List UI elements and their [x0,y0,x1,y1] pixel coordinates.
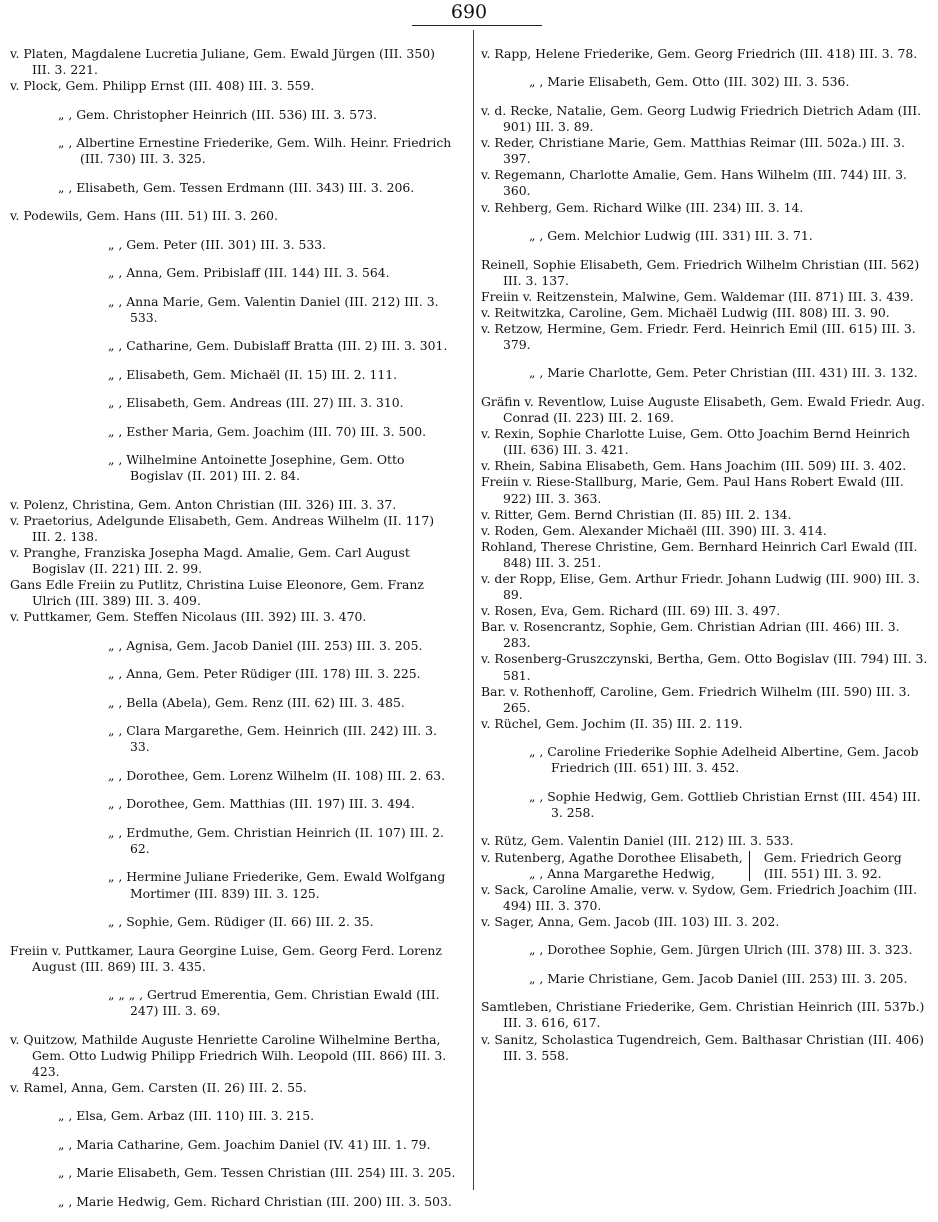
index-entry: „ , Hermine Juliane Friederike, Gem. Ewald Wolfgang Mortimer (III. 839) III. 3. 125. [108,869,446,901]
index-entry: v. Pranghe, Franziska Josepha Magd. Amalie, Gem. Carl August Bogislav (II. 221) III. 2. 99. [10,545,410,577]
index-entry: „ , Gem. Christopher Heinrich (III. 536) III. 3. 573. [58,106,377,122]
index-entry: Freiin v. Puttkamer, Laura Georgine Luise, Gem. Georg Ferd. Lorenz August (III. 869) III. 3. 435. [10,942,442,974]
index-entry: „ , Albertine Ernestine Friederike, Gem. Wilh. Heinr. Friedrich (III. 730) III. 3. 325. [58,135,452,167]
index-entry: „ , Clara Margarethe, Gem. Heinrich (III. 242) III. 3. 33. [108,723,437,755]
index-entry: „ , Dorothee, Gem. Lorenz Wilhelm (II. 108) III. 2. 63. [108,767,446,783]
index-entry: v. Rüchel, Gem. Jochim (II. 35) III. 2. 119. [481,715,743,731]
index-entry: Bar. v. Rosencrantz, Sophie, Gem. Christian Adrian (III. 466) III. 3. 283. [481,619,900,651]
index-entry: v. Rexin, Sophie Charlotte Luise, Gem. Otto Joachim Bernd Heinrich (III. 636) III. 3. 421. [481,426,910,458]
index-entry: „ , Elsa, Gem. Arbaz (III. 110) III. 3. 215. [58,1108,315,1124]
index-entry: Gans Edle Freiin zu Putlitz, Christina Luise Eleonore, Gem. Franz Ulrich (III. 389) III. 3. 409. [10,577,424,609]
page-number: 690 [450,1,488,23]
index-entry: v. Platen, Magdalene Lucretia Juliane, Gem. Ewald Jürgen (III. 350) III. 3. 221. [10,46,435,78]
index-entry: Samtleben, Christiane Friederike, Gem. Christian Heinrich (III. 537b.) III. 3. 616, 617. [481,999,925,1031]
index-entry: v. Rosenberg-Gruszczynski, Bertha, Gem. Otto Bogislav (III. 794) III. 3. 581. [481,651,928,683]
index-entry: v. Roden, Gem. Alexander Michaël (III. 390) III. 3. 414. [481,522,827,538]
index-entry: v. Rehberg, Gem. Richard Wilke (III. 234) III. 3. 14. [481,199,804,215]
left-column [10,46,456,1222]
index-entry: v. Plock, Gem. Philipp Ernst (III. 408) III. 3. 559. [10,78,315,94]
index-entry: „ , Anna, Gem. Peter Rüdiger (III. 178) III. 3. 225. [108,666,421,682]
rutenberg-brace-entry [481,850,928,882]
index-entry: Rohland, Therese Christine, Gem. Bernhard Heinrich Carl Ewald (III. 848) III. 3. 251. [481,538,918,570]
index-entry: v. der Ropp, Elise, Gem. Arthur Friedr. Johann Ludwig (III. 900) III. 3. 89. [481,570,920,603]
index-entry: v. Reitwitzka, Caroline, Gem. Michaël Ludwig (III. 808) III. 3. 90. [481,304,890,320]
index-entry: v. Sanitz, Scholastica Tugendreich, Gem. Balthasar Christian (III. 406) III. 3. 558. [481,1031,924,1063]
index-entry: „ „ „ , Gertrud Emerentia, Gem. Christian Ewald (III. 247) III. 3. 69. [108,987,440,1019]
index-entry: „ , Marie Hedwig, Gem. Richard Christian (III. 200) III. 3. 503. [58,1193,452,1209]
index-entry: Bar. v. Rothenhoff, Caroline, Gem. Friedrich Wilhelm (III. 590) III. 3. 265. [481,683,911,715]
index-entry: „ , Sophie, Gem. Rüdiger (II. 66) III. 2. 35. [108,914,374,930]
index-entry: „ , Anna, Gem. Pribislaff (III. 144) III. 3. 564. [108,265,390,281]
index-entry: „ , Agnisa, Gem. Jacob Daniel (III. 253) III. 3. 205. [108,637,423,653]
header-rule [412,25,542,26]
index-entry: v. Rhein, Sabina Elisabeth, Gem. Hans Joachim (III. 509) III. 3. 402. [481,458,907,474]
brace-mark [749,851,760,881]
index-entry: „ , Bella (Abela), Gem. Renz (III. 62) III. 3. 485. [108,694,405,710]
index-entry: „ , Marie Elisabeth, Gem. Otto (III. 302) III. 3. 536. [529,74,850,90]
index-entry: v. Podewils, Gem. Hans (III. 51) III. 3. 260. [10,208,278,224]
brace-name-1: v. Rutenberg, Agathe Dorothee Elisabeth, [481,849,743,865]
brace-shared-text: Gem. Friedrich Georg (III. 551) III. 3. 92. [763,849,902,881]
index-entry: „ , Dorothee Sophie, Gem. Jürgen Ulrich (III. 378) III. 3. 323. [529,942,913,958]
column-divider [473,30,474,1190]
index-entry: „ , Gem. Melchior Ludwig (III. 331) III. 3. 71. [529,228,813,244]
index-entry: v. Reder, Christiane Marie, Gem. Matthias Reimar (III. 502a.) III. 3. 397. [481,135,905,167]
index-entry: v. Sager, Anna, Gem. Jacob (III. 103) III. 3. 202. [481,913,780,929]
index-entry: „ , Anna Marie, Gem. Valentin Daniel (III. 212) III. 3. 533. [108,293,439,325]
index-entry: Freiin v. Riese-Stallburg, Marie, Gem. Paul Hans Robert Ewald (III. 922) III. 3. 363. [481,474,904,506]
index-entry: v. Praetorius, Adelgunde Elisabeth, Gem. Andreas Wilhelm (II. 117) III. 2. 138. [10,512,435,544]
index-entry: v. Regemann, Charlotte Amalie, Gem. Hans Wilhelm (III. 744) III. 3. 360. [481,167,907,199]
index-entry: v. Puttkamer, Gem. Steffen Nicolaus (III. 392) III. 3. 470. [10,609,367,625]
index-entry: v. Ritter, Gem. Bernd Christian (II. 85) III. 2. 134. [481,506,792,522]
index-entry: v. Sack, Caroline Amalie, verw. v. Sydow, Gem. Friedrich Joachim (III. 494) III. 3. 370. [481,881,918,913]
index-entry: v. Quitzow, Mathilde Auguste Henriette Caroline Wilhelmine Bertha, Gem. Otto Ludwig Philipp Friedrich Wilh. Leopold (III. 866) III. 3. 423. [10,1031,447,1079]
index-entry: v. d. Recke, Natalie, Gem. Georg Ludwig Friedrich Dietrich Adam (III. 901) III. 3. 89. [481,102,922,135]
right-column [481,46,928,1064]
index-entry: Freiin v. Reitzenstein, Malwine, Gem. Waldemar (III. 871) III. 3. 439. [481,288,914,304]
index-entry: „ , Maria Catharine, Gem. Joachim Daniel (IV. 41) III. 1. 79. [58,1136,431,1152]
index-entry: v. Rapp, Helene Friederike, Gem. Georg Friedrich (III. 418) III. 3. 78. [481,46,918,61]
index-entry: „ , Esther Maria, Gem. Joachim (III. 70) III. 3. 500. [108,423,427,439]
brace-name-2: „ , Anna Margarethe Hedwig, [529,865,715,881]
index-entry: v. Rütz, Gem. Valentin Daniel (III. 212) III. 3. 533. [481,833,794,849]
index-entry: v. Polenz, Christina, Gem. Anton Christian (III. 326) III. 3. 37. [10,496,397,512]
index-entry: „ , Sophie Hedwig, Gem. Gottlieb Christian Ernst (III. 454) III. 3. 258. [529,788,921,820]
index-entry: „ , Erdmuthe, Gem. Christian Heinrich (II. 107) III. 2. 62. [108,824,444,856]
index-entry: „ , Elisabeth, Gem. Tessen Erdmann (III. 343) III. 3. 206. [58,179,415,195]
index-entry: „ , Catharine, Gem. Dubislaff Bratta (III. 2) III. 3. 301. [108,338,448,354]
index-entry: „ , Dorothee, Gem. Matthias (III. 197) III. 3. 494. [108,796,415,812]
index-entry: v. Retzow, Hermine, Gem. Friedr. Ferd. Heinrich Emil (III. 615) III. 3. 379. [481,320,916,352]
index-entry: Gräfin v. Reventlow, Luise Auguste Elisabeth, Gem. Ewald Friedr. Aug. Conrad (II. 223) III. 2. 169. [481,393,925,426]
index-entry: v. Ramel, Anna, Gem. Carsten (II. 26) III. 2. 55. [10,1079,307,1095]
index-entry: „ , Elisabeth, Gem. Andreas (III. 27) III. 3. 310. [108,395,404,411]
index-entry: „ , Gem. Peter (III. 301) III. 3. 533. [108,236,327,252]
index-entry: „ , Wilhelmine Antoinette Josephine, Gem. Otto Bogislav (II. 201) III. 2. 84. [108,452,405,484]
index-entry: „ , Elisabeth, Gem. Michaël (II. 15) III. 2. 111. [108,366,398,382]
index-entry: „ , Marie Christiane, Gem. Jacob Daniel (III. 253) III. 3. 205. [529,970,908,986]
index-entry: „ , Marie Charlotte, Gem. Peter Christian (III. 431) III. 3. 132. [529,365,918,381]
index-entry: v. Rosen, Eva, Gem. Richard (III. 69) III. 3. 497. [481,603,781,619]
index-entry: Reinell, Sophie Elisabeth, Gem. Friedrich Wilhelm Christian (III. 562) III. 3. 137. [481,256,920,288]
index-entry: „ , Marie Elisabeth, Gem. Tessen Christian (III. 254) III. 3. 205. [58,1165,456,1181]
index-entry: „ , Caroline Friederike Sophie Adelheid Albertine, Gem. Jacob Friedrich (III. 651) III. 3. 452. [529,744,919,776]
